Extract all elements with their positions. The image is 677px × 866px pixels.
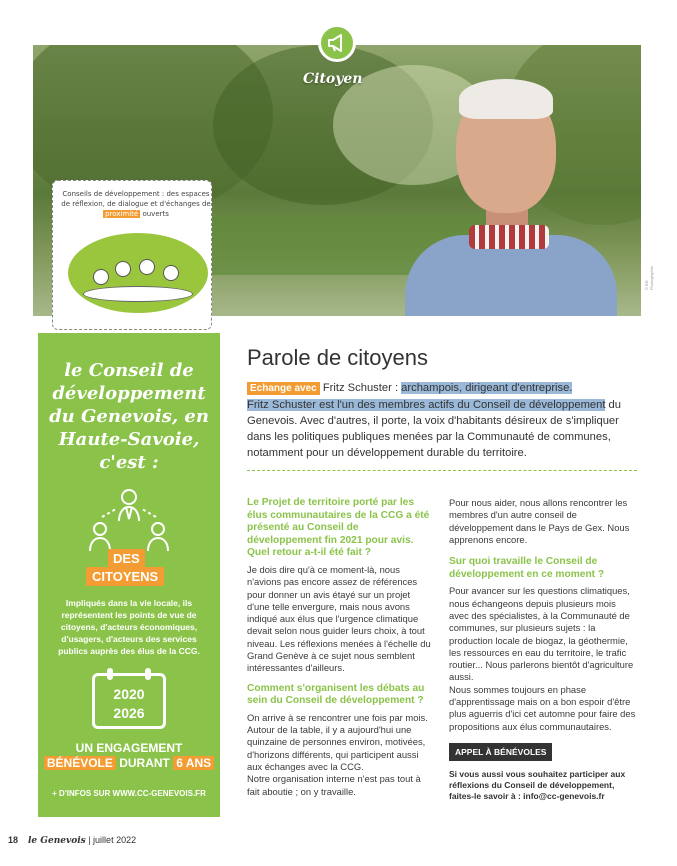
answer-2c: Pour nous aider, nous allons rencontrer les membres d'un autre conseil de développement dans le Pays de Gex. Nous apprenons encore. <box>449 497 630 545</box>
question-3: Sur quoi travaille le Conseil de développement en ce moment ? <box>449 556 605 580</box>
article-title: Parole de citoyens <box>247 345 428 370</box>
issue-date: | juillet 2022 <box>88 835 137 845</box>
answer-2b: Notre organisation interne n'est pas tout à fait aboutie ; on y travaille. <box>247 773 421 797</box>
intro-highlight: Fritz Schuster est l'un des membres actifs du Conseil de développement <box>247 399 606 411</box>
pill-years: 6 ANS <box>173 756 214 770</box>
photo-credit: © BR Photographie <box>644 266 654 290</box>
answer-3a: Pour avancer sur les questions climatiques, nous échangeons depuis plusieurs mois avec des spécialistes, à la Communauté de communes, sur plusieurs sujets : la production locale de biogaz, la géothermie, les ressources en eau du territoire, le trafic routier... Nous parlerons bientôt d'agriculture aussi. <box>449 585 634 683</box>
engagement-text: UN ENGAGEMENT BÉNÉVOLE DURANT 6 ANS <box>38 741 220 771</box>
sidebar-box <box>38 333 220 817</box>
calendar-icon <box>92 673 166 729</box>
answer-2a: On arrive à se rencontrer une fois par mois. Autour de la table, il y a aujourd'hui une quinzaine de personnes environ, motivées, d'horizons différents, qui participent aussi aux échanges avec la CCG. <box>247 711 428 773</box>
page-footer <box>8 835 136 846</box>
pill-des: DES <box>108 549 145 568</box>
question-2: Comment s'organisent les débats au sein du Conseil de développement ? <box>247 682 425 707</box>
pill-citoyens: CITOYENS <box>86 567 164 586</box>
cartoon-highlight: proximité <box>105 210 139 218</box>
magazine-brand: le Genevois <box>28 836 86 846</box>
volunteer-call-text: Si vous aussi vous souhaitez participer aux réflexions du Conseil de développement, faites-le savoir à : info@cc-genevois.fr <box>449 769 626 802</box>
column-left <box>247 497 433 798</box>
section-label: Citoyen <box>303 71 363 87</box>
cartoon-illustration <box>52 180 212 330</box>
exchange-tag: Echange avec <box>247 382 320 395</box>
article-intro: Echange avec Fritz Schuster : archampois, dirigeant d'entreprise. Fritz Schuster est l'un des membres actifs du Conseil de développement du Genevois. Avec d'autres, il porte, la voix d'habitants désireux de s'impliquer dans les politiques publiques menées par la Communauté de communes, notamment pour un développement durable du territoire. <box>247 382 622 459</box>
year-end: 2026 <box>113 705 145 721</box>
pill-benevole: BÉNÉVOLE <box>44 756 116 770</box>
answer-3b: Nous sommes toujours en phase d'apprentissage mais on a bon espoir d'être plus aguerris d'ici cet automne pour faire des propositions aux élus communautaires. <box>449 683 636 732</box>
answer-1: Je dois dire qu'à ce moment-là, nous n'avions pas encore assez de références pour donner un avis étayé sur un projet d'une telle envergure, mais nous avons indiqué aux élus que l'urgence climatique devait selon nous guider leurs choix, à tout niveau. Les réflexions menées à l'échelle du Grand Genève à ce sujet nous semblent intéressantes d'ailleurs. <box>247 563 431 674</box>
year-start: 2020 <box>113 686 145 702</box>
question-1: Le Projet de territoire porté par les élus communautaires de la CCG a été présenté au Conseil de développement fin 2021 pour avis. Quel retour a-t-il été fait ? <box>247 497 430 559</box>
portrait-person <box>411 65 611 316</box>
website-link[interactable]: + D'INFOS SUR WWW.CC-GENEVOIS.FR <box>52 789 206 798</box>
page-number: 18 <box>8 835 19 845</box>
sidebar-description: Impliqués dans la vie locale, ils représentent les points de vue de citoyens, d'acteurs économiques, d'usagers, d'acteurs des services publics auprès des élus de la CCG. <box>58 598 200 656</box>
column-right <box>449 497 637 802</box>
sidebar-title: le Conseil de développement du Genevois, en Haute-Savoie, c'est : <box>49 360 209 473</box>
megaphone-icon <box>318 24 356 62</box>
volunteer-call-label: APPEL À BÉNÉVOLES <box>449 743 552 761</box>
interviewee-role: archampois, dirigeant d'entreprise. <box>401 382 573 394</box>
cartoon-caption: Conseils de développement : des espaces de réflexion, de dialogue et d'échanges de proximité ouverts <box>61 190 211 218</box>
divider <box>247 470 637 471</box>
interviewee-name: Fritz Schuster <box>322 382 392 394</box>
